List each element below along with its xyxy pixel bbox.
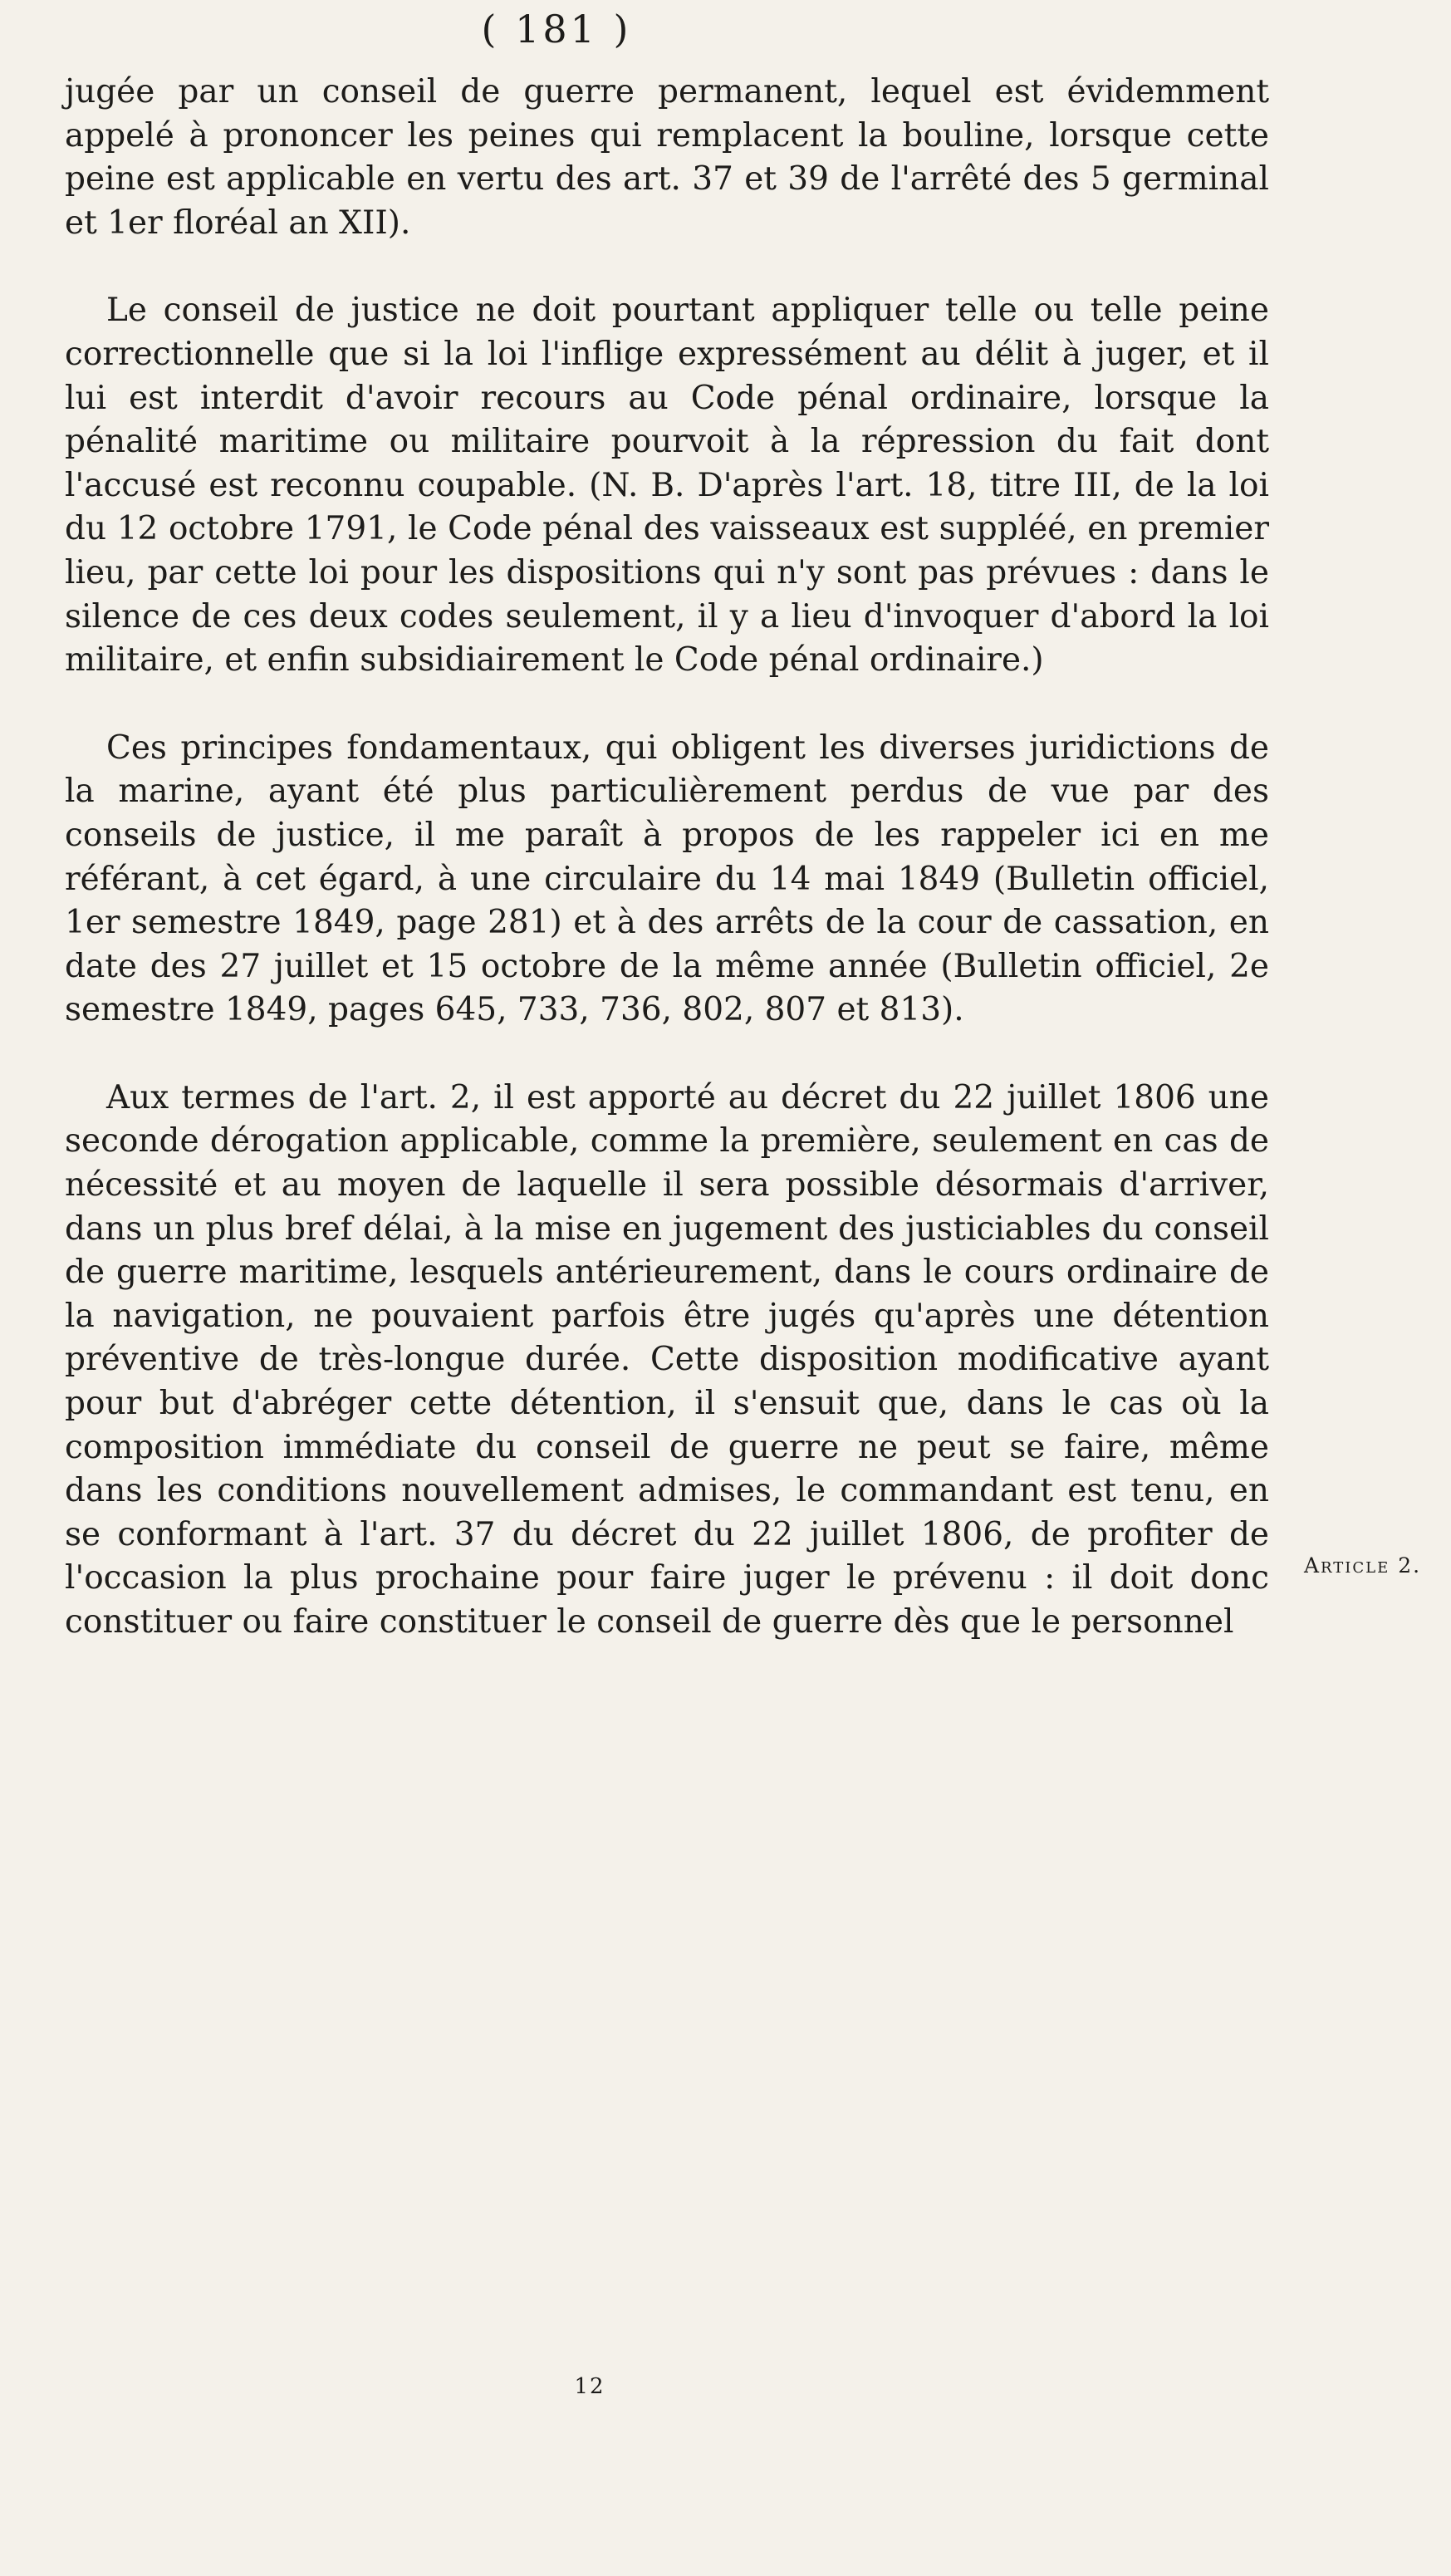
paragraph-3: Ces principes fondamentaux, qui obligent les diverses juridictions de la marine, ayant été plus particulièrement perdus de vue par des conseils de justice, il me paraît à propos de les rappeler ici en me référant, à cet égard, à une circulaire du 14 mai 1849 (Bulletin officiel, 1er semestre 1849, page 281) et à des arrêts de la cour de cassation, en date des 27 juillet et 15 octobre de la même année (Bulletin officiel, 2e semestre 1849, pages 645, 733, 736, 802, 807 et 813). (65, 729, 1269, 1029)
margin-note-article: Article 2. (1304, 1553, 1422, 1577)
page-number: ( 181 ) (481, 7, 632, 52)
paragraph-1: jugée par un conseil de guerre permanent, lequel est évidemment appelé à prononcer les peines qui remplacent la bouline, lorsque cette peine est applicable en vertu des art. 37 et 39 de l'arrêté des 5 germinal et 1er floréal an XII). (65, 73, 1269, 242)
body-text (65, 71, 1269, 1645)
paragraph-2: Le conseil de justice ne doit pourtant appliquer telle ou telle peine correctionnelle que si la loi l'inflige expressément au délit à juger, et il lui est interdit d'avoir recours au Code pénal ordinaire, lorsque la pénalité maritime ou militaire pourvoit à la répression du fait dont l'accusé est reconnu coupable. (N. B. D'après l'art. 18, titre III, de la loi du 12 octobre 1791, le Code pénal des vaisseaux est suppléé, en premier lieu, par cette loi pour les dispositions qui n'y sont pas prévues : dans le silence de ces deux codes seulement, il y a lieu d'invoquer d'abord la loi militaire, et enfin subsidiairement le Code pénal ordinaire.) (65, 292, 1269, 680)
signature-mark: 12 (574, 2374, 605, 2399)
paragraph-4: Aux termes de l'art. 2, il est apporté au décret du 22 juillet 1806 une seconde dérogation applicable, comme la première, seulement en cas de nécessité et au moyen de laquelle il sera possible désormais d'arriver, dans un plus bref délai, à la mise en jugement des justiciables du conseil de guerre maritime, lesquels antérieurement, dans le cours ordinaire de la navigation, ne pouvaient parfois être jugés qu'après une détention préventive de très-longue durée. Cette disposition modificative ayant pour but d'abréger cette détention, il s'ensuit que, dans le cas où la composition immédiate du conseil de guerre ne peut se faire, même dans les conditions nouvellement admises, le commandant est tenu, en se conformant à l'art. 37 du décret du 22 juillet 1806, de profiter de l'occasion la plus prochaine pour faire juger le prévenu : il doit donc constituer ou faire constituer le conseil de guerre dès que le personnel (65, 1078, 1269, 1641)
